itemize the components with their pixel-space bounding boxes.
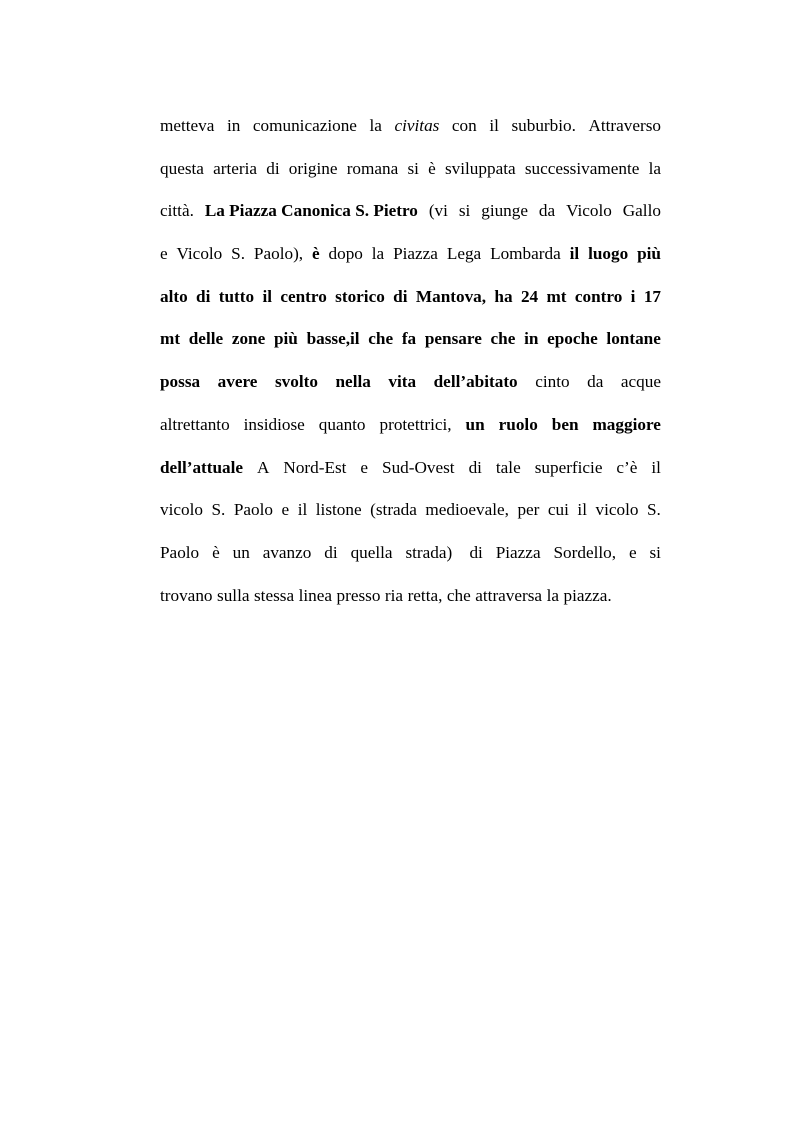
bold-word: lontane <box>606 329 661 349</box>
bold-word: luogo <box>588 244 629 264</box>
word: vicolo <box>160 500 203 520</box>
word: di <box>468 457 482 477</box>
bold-word: svolto <box>274 372 318 392</box>
word: Paolo), <box>253 244 304 264</box>
bold-word: avere <box>217 372 258 392</box>
word: altrettanto <box>160 414 230 434</box>
word: piazza. <box>563 585 612 605</box>
word: città. <box>160 201 194 221</box>
word: strada) <box>405 542 453 562</box>
bold-word: mt <box>160 329 181 349</box>
bold-word: maggiore <box>592 414 661 434</box>
word: da <box>587 372 604 392</box>
bold-word: mt <box>546 286 567 306</box>
word: di <box>266 158 280 178</box>
bold-word: pensare <box>424 329 482 349</box>
bold-word: i <box>630 286 636 306</box>
bold-word: più <box>273 329 298 349</box>
bold-word: La Piazza Canonica S. Pietro <box>204 201 418 221</box>
bold-word: in <box>524 329 539 349</box>
word: il <box>577 500 587 520</box>
bold-word: delle <box>188 329 224 349</box>
word: cinto <box>535 372 570 392</box>
text-line <box>160 197 661 240</box>
word: A <box>257 457 270 477</box>
bold-word: dell’attuale <box>160 457 244 477</box>
word: S. <box>211 500 226 520</box>
text-line <box>160 112 661 155</box>
word: da <box>538 201 556 221</box>
bold-word: il <box>569 244 580 264</box>
text-line <box>160 582 661 625</box>
word: il <box>489 116 499 135</box>
bold-word: 24 <box>520 286 539 306</box>
bold-word: contro <box>574 286 623 306</box>
text-line <box>160 155 661 198</box>
word: stessa <box>253 585 295 605</box>
word: c’è <box>616 457 638 477</box>
word: e <box>628 542 637 562</box>
word: un <box>232 542 250 562</box>
bold-word: fa <box>401 329 417 349</box>
word: che <box>446 585 471 605</box>
bold-word: possa <box>160 372 201 392</box>
word: listone <box>315 500 362 520</box>
word: S. <box>646 500 661 520</box>
word: superficie <box>534 457 603 477</box>
word: giunge <box>481 201 528 221</box>
word: comunicazione <box>252 116 357 135</box>
word: arteria <box>213 158 258 178</box>
bold-word: di <box>393 286 408 306</box>
word: di <box>465 542 483 562</box>
word: la <box>546 585 559 605</box>
word: Vicolo <box>566 201 612 221</box>
word: tale <box>495 457 521 477</box>
word: quanto <box>318 414 366 434</box>
word: Piazza <box>495 542 541 562</box>
word: cui <box>547 500 569 520</box>
text-line <box>160 240 661 283</box>
word: romana <box>346 158 399 178</box>
bold-word: ruolo <box>498 414 538 434</box>
word: protettrici, <box>379 414 452 434</box>
word: successivamente <box>524 158 640 178</box>
word: Sud-Ovest <box>382 457 455 477</box>
bold-word: storico <box>335 286 385 306</box>
italic-word: civitas <box>394 116 440 135</box>
word: ria <box>384 585 404 605</box>
word: si <box>649 542 661 562</box>
text-line <box>160 283 661 326</box>
word: in <box>226 116 241 135</box>
text-line <box>160 496 661 539</box>
word: medioevale, <box>425 500 509 520</box>
word: Sordello, <box>553 542 617 562</box>
bold-word: che <box>490 329 516 349</box>
word: S. <box>231 244 246 264</box>
word: avanzo <box>262 542 312 562</box>
word: Attraverso <box>588 116 661 135</box>
word: trovano <box>160 585 213 605</box>
word: suburbio. <box>511 116 576 135</box>
word: con <box>451 116 477 135</box>
body-paragraph <box>160 112 661 624</box>
text-line <box>160 539 661 582</box>
bold-word: 17 <box>643 286 661 306</box>
bold-word: tutto <box>218 286 255 306</box>
word: (strada <box>370 500 417 520</box>
word: attraversa <box>475 585 543 605</box>
bold-word: nella <box>335 372 371 392</box>
word: la <box>369 116 382 135</box>
word: e <box>360 457 369 477</box>
word: si <box>407 158 419 178</box>
word: Piazza <box>393 244 438 264</box>
word: si <box>458 201 471 221</box>
word: retta, <box>407 585 443 605</box>
bold-word: Mantova, <box>415 286 487 306</box>
word: questa <box>160 158 204 178</box>
word: è <box>212 542 220 562</box>
word: linea <box>298 585 332 605</box>
word: è <box>428 158 436 178</box>
bold-word: zone <box>231 329 266 349</box>
text-line <box>160 411 661 454</box>
bold-word: vita <box>388 372 417 392</box>
word: il <box>651 457 661 477</box>
bold-word: ben <box>551 414 579 434</box>
word: Paolo <box>233 500 274 520</box>
bold-word: più <box>637 244 661 264</box>
bold-word: il <box>262 286 272 306</box>
word: origine <box>288 158 338 178</box>
word: di <box>324 542 338 562</box>
bold-word: è <box>311 244 320 264</box>
word: Lombarda <box>490 244 561 264</box>
word: presso <box>336 585 381 605</box>
bold-word: di <box>196 286 211 306</box>
word: Paolo <box>160 542 200 562</box>
bold-word: dell’abitato <box>433 372 518 392</box>
word: il <box>297 500 308 520</box>
word: (vi <box>428 201 448 221</box>
text-line <box>160 368 661 411</box>
text-line <box>160 325 661 368</box>
word: dopo <box>328 244 363 264</box>
word: Vicolo <box>176 244 223 264</box>
word: la <box>648 158 661 178</box>
word: e <box>281 500 290 520</box>
bold-word: che <box>368 329 394 349</box>
bold-word: epoche <box>547 329 598 349</box>
word: metteva <box>160 116 215 135</box>
text-line <box>160 454 661 497</box>
bold-word: ha <box>494 286 513 306</box>
word: la <box>371 244 385 264</box>
bold-word: alto <box>160 286 188 306</box>
word: Nord-Est <box>283 457 347 477</box>
word: quella <box>350 542 393 562</box>
word: sviluppata <box>444 158 516 178</box>
word: e <box>160 244 168 264</box>
bold-word: centro <box>280 286 327 306</box>
word: acque <box>620 372 661 392</box>
word: Gallo <box>622 201 661 221</box>
word: Lega <box>446 244 482 264</box>
word: sulla <box>217 585 250 605</box>
bold-word: un <box>465 414 485 434</box>
word: vicolo <box>595 500 639 520</box>
word: insidiose <box>243 414 305 434</box>
bold-word: basse,il <box>306 329 360 349</box>
word: per <box>517 500 540 520</box>
